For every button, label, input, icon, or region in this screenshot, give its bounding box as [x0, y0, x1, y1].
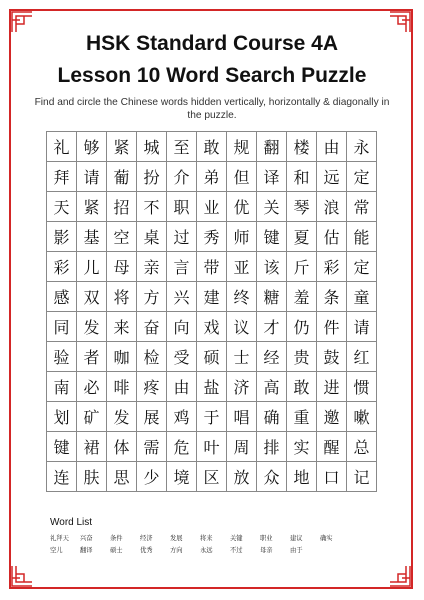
grid-cell[interactable]: 展: [137, 402, 167, 432]
grid-cell[interactable]: 至: [167, 132, 197, 162]
grid-cell[interactable]: 空: [107, 222, 137, 252]
grid-cell[interactable]: 区: [197, 462, 227, 492]
grid-cell[interactable]: 敢: [197, 132, 227, 162]
grid-cell[interactable]: 规: [227, 132, 257, 162]
grid-cell[interactable]: 必: [77, 372, 107, 402]
grid-cell[interactable]: 由: [167, 372, 197, 402]
grid-cell[interactable]: 连: [47, 462, 77, 492]
grid-cell[interactable]: 危: [167, 432, 197, 462]
grid-cell[interactable]: 带: [197, 252, 227, 282]
grid-cell[interactable]: 斤: [287, 252, 317, 282]
grid-cell[interactable]: 疼: [137, 372, 167, 402]
grid-cell[interactable]: 葡: [107, 162, 137, 192]
word-list-item: 将来: [200, 535, 213, 542]
page-title: HSK Standard Course 4A: [85, 32, 339, 55]
grid-cell[interactable]: 方: [137, 282, 167, 312]
puzzle-grid: [46, 131, 377, 492]
grid-cell[interactable]: 总: [347, 432, 377, 462]
grid-cell[interactable]: 肤: [77, 462, 107, 492]
grid-cell[interactable]: 业: [197, 192, 227, 222]
grid-cell[interactable]: 秀: [197, 222, 227, 252]
grid-cell[interactable]: 彩: [47, 252, 77, 282]
grid-cell[interactable]: 红: [347, 342, 377, 372]
grid-cell[interactable]: 确: [257, 402, 287, 432]
grid-cell[interactable]: 叶: [197, 432, 227, 462]
word-list-item: 翻译: [80, 547, 93, 554]
grid-cell[interactable]: 记: [347, 462, 377, 492]
grid-cell[interactable]: 排: [257, 432, 287, 462]
word-list-item: 兴奋: [80, 535, 93, 542]
grid-cell[interactable]: 盐: [197, 372, 227, 402]
word-list-item: 不过: [230, 547, 243, 554]
grid-cell[interactable]: 键: [257, 222, 287, 252]
grid-cell[interactable]: 童: [347, 282, 377, 312]
grid-cell[interactable]: 定: [347, 162, 377, 192]
grid-cell[interactable]: 少: [137, 462, 167, 492]
grid-cell[interactable]: 够: [77, 132, 107, 162]
grid-cell[interactable]: 拜: [47, 162, 77, 192]
grid-cell[interactable]: 影: [47, 222, 77, 252]
grid-cell[interactable]: 过: [167, 222, 197, 252]
grid-cell[interactable]: 请: [77, 162, 107, 192]
grid-cell[interactable]: 译: [257, 162, 287, 192]
grid-cell[interactable]: 鸡: [167, 402, 197, 432]
grid-cell[interactable]: 和: [287, 162, 317, 192]
grid-cell[interactable]: 基: [77, 222, 107, 252]
grid-cell[interactable]: 亚: [227, 252, 257, 282]
grid-cell[interactable]: 彩: [317, 252, 347, 282]
grid-cell[interactable]: 将: [107, 282, 137, 312]
word-list-item: 永远: [200, 547, 213, 554]
grid-cell[interactable]: 高: [257, 372, 287, 402]
grid-cell[interactable]: 检: [137, 342, 167, 372]
grid-cell[interactable]: 估: [317, 222, 347, 252]
grid-cell[interactable]: 唱: [227, 402, 257, 432]
grid-cell[interactable]: 优: [227, 192, 257, 222]
grid-cell[interactable]: 条: [317, 282, 347, 312]
grid-cell[interactable]: 能: [347, 222, 377, 252]
grid-cell[interactable]: 兴: [167, 282, 197, 312]
grid-cell[interactable]: 但: [227, 162, 257, 192]
grid-cell[interactable]: 啡: [107, 372, 137, 402]
grid-cell[interactable]: 由: [317, 132, 347, 162]
word-list-row: [50, 533, 350, 542]
grid-cell[interactable]: 关: [257, 192, 287, 222]
grid-cell[interactable]: 众: [257, 462, 287, 492]
grid-cell[interactable]: 硕: [197, 342, 227, 372]
grid-cell[interactable]: 周: [227, 432, 257, 462]
grid-cell[interactable]: 奋: [137, 312, 167, 342]
word-list-item: 条件: [110, 535, 123, 542]
instructions-text: Find and circle the Chinese words hidden vertically, horizontally & diagonally in the puzzle.: [34, 97, 390, 121]
grid-cell[interactable]: 楼: [287, 132, 317, 162]
grid-cell[interactable]: 双: [77, 282, 107, 312]
grid-cell[interactable]: 仍: [287, 312, 317, 342]
grid-cell[interactable]: 济: [227, 372, 257, 402]
grid-cell[interactable]: 件: [317, 312, 347, 342]
grid-cell[interactable]: 裙: [77, 432, 107, 462]
grid-cell[interactable]: 验: [47, 342, 77, 372]
word-list-item: 空儿: [50, 547, 63, 554]
grid-cell[interactable]: 来: [107, 312, 137, 342]
grid-cell[interactable]: 言: [167, 252, 197, 282]
grid-cell[interactable]: 琴: [287, 192, 317, 222]
word-list-item: 经济: [140, 535, 153, 542]
grid-cell[interactable]: 矿: [77, 402, 107, 432]
grid-cell[interactable]: 重: [287, 402, 317, 432]
grid-cell[interactable]: 远: [317, 162, 347, 192]
grid-cell[interactable]: 儿: [77, 252, 107, 282]
corner-ornament-icon: [389, 565, 411, 587]
word-list-item: 确实: [320, 535, 333, 542]
word-list-item: 优秀: [140, 547, 153, 554]
grid-cell[interactable]: 母: [107, 252, 137, 282]
grid-cell[interactable]: 实: [287, 432, 317, 462]
grid-cell[interactable]: 常: [347, 192, 377, 222]
word-list-row: [50, 545, 320, 554]
grid-cell[interactable]: 者: [77, 342, 107, 372]
grid-cell[interactable]: 体: [107, 432, 137, 462]
word-list-item: 发展: [170, 535, 183, 542]
grid-cell[interactable]: 浪: [317, 192, 347, 222]
grid-cell[interactable]: 地: [287, 462, 317, 492]
grid-cell[interactable]: 境: [167, 462, 197, 492]
grid-cell[interactable]: 口: [317, 462, 347, 492]
grid-cell[interactable]: 划: [47, 402, 77, 432]
grid-cell[interactable]: 受: [167, 342, 197, 372]
grid-cell[interactable]: 建: [197, 282, 227, 312]
grid-cell[interactable]: 鼓: [317, 342, 347, 372]
grid-cell[interactable]: 议: [227, 312, 257, 342]
grid-cell[interactable]: 敢: [287, 372, 317, 402]
grid-cell[interactable]: 职: [167, 192, 197, 222]
grid-cell[interactable]: 永: [347, 132, 377, 162]
grid-cell[interactable]: 才: [257, 312, 287, 342]
grid-cell[interactable]: 不: [137, 192, 167, 222]
grid-cell[interactable]: 师: [227, 222, 257, 252]
grid-cell[interactable]: 南: [47, 372, 77, 402]
word-list-item: 硕士: [110, 547, 123, 554]
grid-cell[interactable]: 终: [227, 282, 257, 312]
grid-cell[interactable]: 该: [257, 252, 287, 282]
grid-cell[interactable]: 招: [107, 192, 137, 222]
word-list-item: 方向: [170, 547, 183, 554]
grid-cell[interactable]: 感: [47, 282, 77, 312]
word-list-item: 母亲: [260, 547, 273, 554]
grid-cell[interactable]: 羞: [287, 282, 317, 312]
grid-cell[interactable]: 戏: [197, 312, 227, 342]
grid-cell[interactable]: 咖: [107, 342, 137, 372]
grid-cell[interactable]: 翻: [257, 132, 287, 162]
corner-ornament-icon: [11, 565, 33, 587]
word-list-item: 关键: [230, 535, 243, 542]
grid-cell[interactable]: 紧: [77, 192, 107, 222]
grid-cell[interactable]: 天: [47, 192, 77, 222]
word-list-item: 由于: [290, 547, 303, 554]
grid-cell[interactable]: 士: [227, 342, 257, 372]
grid-cell[interactable]: 桌: [137, 222, 167, 252]
grid-cell[interactable]: 同: [47, 312, 77, 342]
grid-cell[interactable]: 惯: [347, 372, 377, 402]
grid-cell[interactable]: 紧: [107, 132, 137, 162]
word-list-item: 礼拜天: [50, 535, 69, 542]
grid-cell[interactable]: 思: [107, 462, 137, 492]
grid-cell[interactable]: 键: [47, 432, 77, 462]
grid-cell[interactable]: 夏: [287, 222, 317, 252]
grid-cell[interactable]: 请: [347, 312, 377, 342]
grid-cell[interactable]: 向: [167, 312, 197, 342]
grid-cell[interactable]: 发: [107, 402, 137, 432]
grid-cell[interactable]: 介: [167, 162, 197, 192]
grid-cell[interactable]: 发: [77, 312, 107, 342]
grid-cell[interactable]: 嗽: [347, 402, 377, 432]
grid-cell[interactable]: 进: [317, 372, 347, 402]
grid-cell[interactable]: 醒: [317, 432, 347, 462]
grid-cell[interactable]: 于: [197, 402, 227, 432]
page-subtitle: Lesson 10 Word Search Puzzle: [57, 64, 367, 87]
grid-cell[interactable]: 礼: [47, 132, 77, 162]
grid-cell[interactable]: 扮: [137, 162, 167, 192]
grid-cell[interactable]: 城: [137, 132, 167, 162]
grid-cell[interactable]: 邀: [317, 402, 347, 432]
grid-cell[interactable]: 定: [347, 252, 377, 282]
grid-cell[interactable]: 弟: [197, 162, 227, 192]
grid-cell[interactable]: 经: [257, 342, 287, 372]
grid-cell[interactable]: 需: [137, 432, 167, 462]
grid-cell[interactable]: 亲: [137, 252, 167, 282]
grid-cell[interactable]: 糖: [257, 282, 287, 312]
word-list-item: 职业: [260, 535, 273, 542]
grid-cell[interactable]: 放: [227, 462, 257, 492]
grid-cell[interactable]: 贵: [287, 342, 317, 372]
word-list-title: Word List: [50, 517, 93, 528]
word-list-item: 建议: [290, 535, 303, 542]
